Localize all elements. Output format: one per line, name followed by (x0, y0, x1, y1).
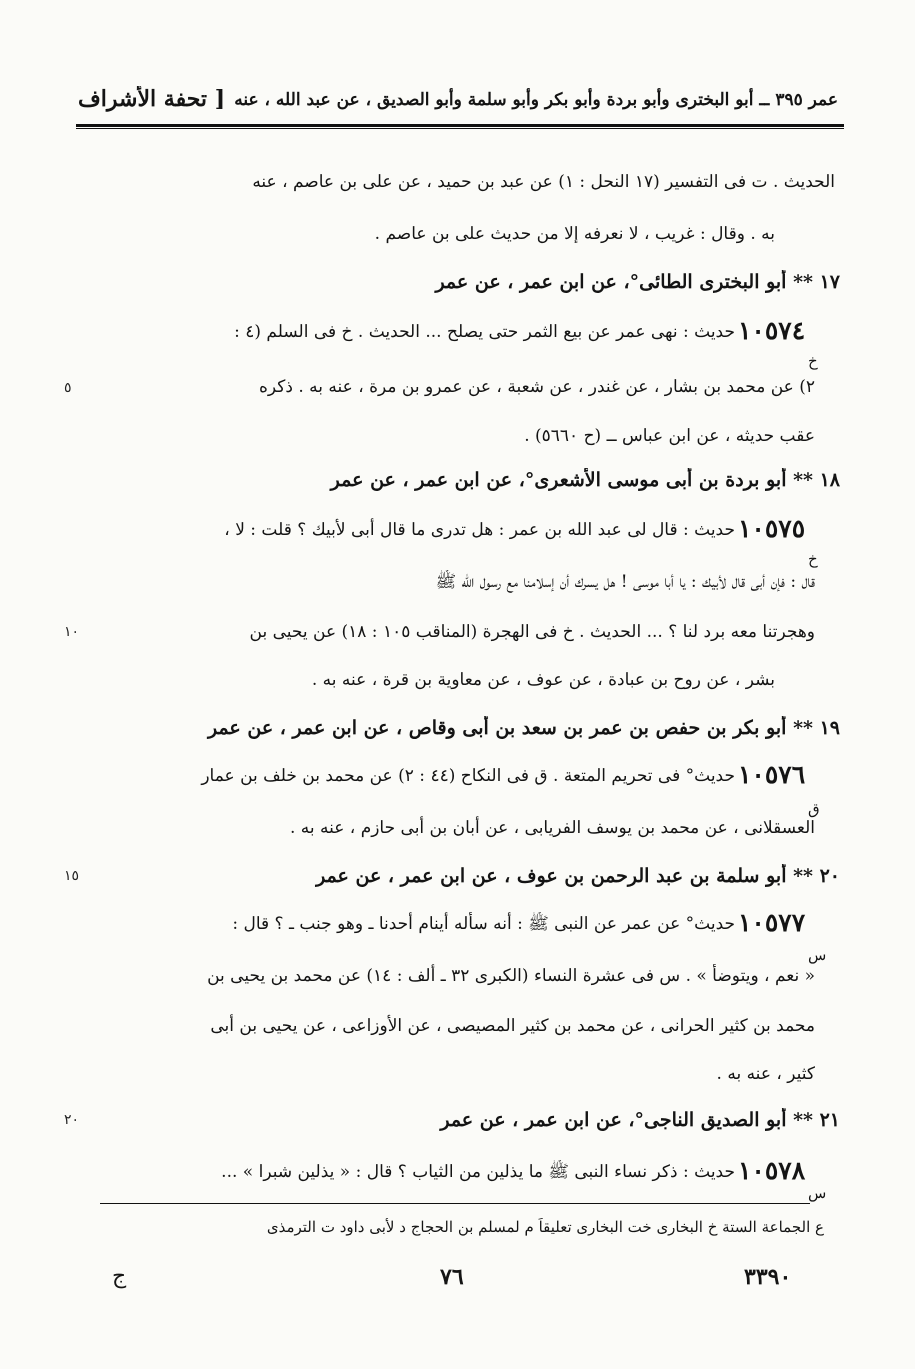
margin-siglum: ق (808, 800, 820, 818)
text-line: حديث : ذكر نساء النبى ﷺ ما يذلين من الثياب ؟ قال : « يذلين شبرا » ... (221, 1162, 735, 1182)
text-line: قال : فإن أبى قال لأبيك : يا أبا موسى ! هل يسرك أن إسلامنا مع رسول الله ﷺ (435, 572, 815, 592)
hadith-number: ١٠٥٧٦ (738, 760, 806, 789)
text-line: ٢) عن محمد بن بشار ، عن غندر ، عن شعبة ، عن عمرو بن مرة ، عنه به . ذكره (259, 377, 815, 397)
footnote-rule (100, 1203, 810, 1204)
running-title: عمر ٣٩٥ ــ أبو البخترى وأبو بردة وأبو بكر وأبو سلمة وأبو الصديق ، عن عبد الله ، عنه (234, 90, 838, 110)
hadith-number: ١٠٥٧٥ (738, 514, 806, 543)
text-line: كثير ، عنه به . (716, 1064, 815, 1084)
margin-line-number: ٥ (64, 380, 72, 396)
text-line: وهجرتنا معه برد لنا ؟ ... الحديث . خ فى الهجرة (المناقب ١٠٥ : ١٨) عن يحيى بن (249, 622, 815, 642)
margin-siglum: س (808, 946, 827, 964)
hadith-number: ١٠٥٧٧ (738, 908, 806, 937)
text-line: عقب حديثه ، عن ابن عباس ــ (ح ٥٦٦٠) . (524, 426, 815, 446)
signature-mark: ج (112, 1264, 127, 1289)
section-heading: ١٨ ** أبو بردة بن أبى موسى الأشعرى°، عن ابن عمر ، عن عمر (330, 469, 840, 491)
text-line: به . وقال : غريب ، لا نعرفه إلا من حديث على بن عاصم . (374, 224, 775, 244)
page-number: ٧٦ (440, 1264, 464, 1290)
margin-siglum: خ (808, 550, 818, 568)
hadith-number: ١٠٥٧٤ (738, 316, 806, 345)
text-line: الحديث . ت فى التفسير (١٧ النحل : ١) عن عبد بن حميد ، عن على بن عاصم ، عنه (252, 172, 835, 192)
abbreviations-footnote: ع الجماعة الستة خ البخارى خت البخارى تعليقاً م لمسلم بن الحجاج د لأبى داود ت الترمذى (266, 1218, 824, 1236)
text-line: « نعم ، ويتوضأ » . س فى عشرة النساء (الكبرى ٣٢ ـ ألف : ١٤) عن محمد بن يحيى بن (207, 966, 815, 986)
volume-mark: ٣٣٩٠ (744, 1264, 792, 1290)
text-line: حديث° عن عمر عن النبى ﷺ : أنه سأله أينام أحدنا ـ وهو جنب ـ ؟ قال : (232, 914, 735, 934)
text-line: حديث : نهى عمر عن بيع الثمر حتى يصلح ... الحديث . خ فى السلم (٤ : (234, 322, 735, 342)
header-rule (76, 124, 844, 127)
text-line: حديث : قال لى عبد الله بن عمر : هل تدرى ما قال أبى لأبيك ؟ قلت : لا ، (224, 520, 735, 540)
section-heading: ٢٠ ** أبو سلمة بن عبد الرحمن بن عوف ، عن ابن عمر ، عن عمر (316, 865, 840, 887)
margin-line-number: ٢٠ (64, 1112, 80, 1128)
margin-siglum: س (808, 1184, 827, 1202)
section-heading: ٢١ ** أبو الصديق الناجى°، عن ابن عمر ، عن عمر (440, 1109, 840, 1131)
margin-line-number: ١٠ (64, 624, 80, 640)
hadith-number: ١٠٥٧٨ (738, 1156, 806, 1185)
margin-siglum: خ (808, 352, 818, 370)
header-rule-thin (76, 128, 844, 129)
running-header (78, 86, 838, 120)
text-line: بشر ، عن روح بن عبادة ، عن عوف ، عن معاوية بن قرة ، عنه به . (311, 670, 775, 690)
text-line: حديث° فى تحريم المتعة . ق فى النكاح (٤٤ : ٢) عن محمد بن خلف بن عمار (201, 766, 735, 786)
text-line: العسقلانى ، عن محمد بن يوسف الفريابى ، عن أبان بن أبى حازم ، عنه به . (289, 818, 815, 838)
margin-line-number: ١٥ (64, 868, 80, 884)
text-line: محمد بن كثير الحرانى ، عن محمد بن كثير المصيصى ، عن الأوزاعى ، عن يحيى بن أبى (210, 1016, 815, 1036)
section-heading: ١٩ ** أبو بكر بن حفص بن عمر بن سعد بن أبى وقاص ، عن ابن عمر ، عن عمر (207, 717, 840, 739)
book-title: [ تحفة الأشراف (78, 86, 226, 112)
section-heading: ١٧ ** أبو البخترى الطائى°، عن ابن عمر ، عن عمر (435, 271, 840, 293)
